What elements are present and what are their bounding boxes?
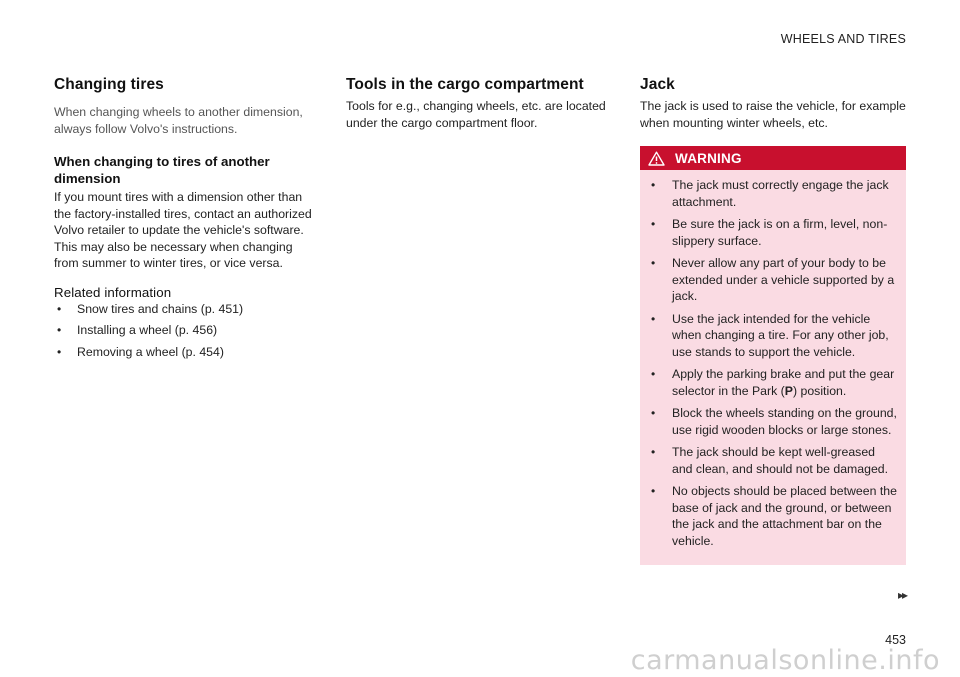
bullet-icon: • (57, 323, 62, 337)
bullet-icon: • (651, 256, 656, 270)
related-link-text: Snow tires and chains (p. 451) (77, 301, 244, 316)
bullet-icon: • (651, 484, 656, 498)
park-position-label: P (784, 383, 793, 398)
warning-item-text: No objects should be placed between the base of jack and the ground, or between the jack and the attachment bar on the vehicle. (672, 484, 897, 548)
related-link[interactable] (54, 301, 316, 318)
warning-header (640, 146, 906, 170)
bullet-icon: • (57, 301, 62, 316)
warning-list (640, 170, 906, 549)
bullet-icon: • (651, 311, 656, 326)
warning-item-text: Block the wheels standing on the ground, use rigid wooden blocks or large stones. (672, 406, 897, 437)
warning-item (640, 405, 898, 438)
bullet-icon: • (651, 367, 656, 381)
jack-column (640, 76, 906, 565)
warning-item-text-after: ) position. (792, 383, 847, 398)
warning-item (640, 177, 898, 210)
changing-tires-title: Changing tires (54, 76, 164, 93)
warning-item (640, 366, 898, 399)
page-number: 453 (885, 633, 906, 647)
section-header: WHEELS AND TIRES (780, 32, 906, 46)
warning-item-text: Never allow any part of your body to be extended under a vehicle supported by a jack. (672, 256, 895, 303)
jack-title: Jack (640, 76, 675, 93)
tools-body: Tools for e.g., changing wheels, etc. are located under the cargo compartment floor. (346, 99, 606, 130)
warning-item-text: The jack should be kept well-greased and clean, and should not be damaged. (672, 445, 889, 476)
warning-box (640, 146, 906, 565)
related-link[interactable] (54, 344, 316, 361)
warning-item (640, 311, 898, 361)
changing-tires-intro: When changing wheels to another dimension, always follow Volvo's instructions. (54, 105, 303, 136)
warning-item-text: Be sure the jack is on a firm, level, non-slippery surface. (672, 217, 888, 248)
warning-item (640, 216, 898, 249)
bullet-icon: • (651, 217, 656, 231)
related-link[interactable] (54, 322, 316, 339)
bullet-icon: • (651, 445, 656, 459)
warning-item (640, 444, 898, 477)
warning-item-text: Use the jack intended for the vehicle when changing a tire. For any other job, use stands to support the vehicle. (672, 311, 889, 359)
warning-item (640, 255, 898, 305)
warning-item-text: The jack must correctly engage the jack attachment. (672, 178, 889, 209)
tools-title: Tools in the cargo compartment (346, 76, 584, 93)
other-dimension-heading: When changing to tires of another dimension (54, 154, 270, 186)
jack-body: The jack is used to raise the vehicle, for example when mounting winter wheels, etc. (640, 99, 906, 130)
tools-column (346, 76, 610, 131)
bullet-icon: • (57, 344, 62, 359)
changing-tires-column (54, 76, 316, 365)
bullet-icon: • (651, 178, 656, 192)
warning-item-text (672, 367, 894, 398)
related-link-text: Installing a wheel (p. 456) (77, 323, 218, 337)
related-information-heading: Related information (54, 284, 172, 300)
warning-item (640, 483, 898, 549)
next-page-arrows-icon[interactable]: ▸▸ (897, 588, 906, 602)
related-links-list (54, 301, 316, 361)
warning-label: WARNING (675, 150, 742, 166)
watermark: carmanualsonline.info (630, 645, 940, 676)
warning-triangle-icon (648, 151, 665, 166)
warning-item-text-before: Apply the parking brake and put the gear selector in the Park ( (672, 367, 895, 398)
bullet-icon: • (651, 406, 656, 420)
related-link-text: Removing a wheel (p. 454) (77, 344, 224, 359)
other-dimension-body: If you mount tires with a dimension other than the factory-installed tires, contact an authorized Volvo retailer to update the vehicle's software. This may also be necessary when changing from summer to winter tires, or vice versa. (54, 190, 312, 270)
